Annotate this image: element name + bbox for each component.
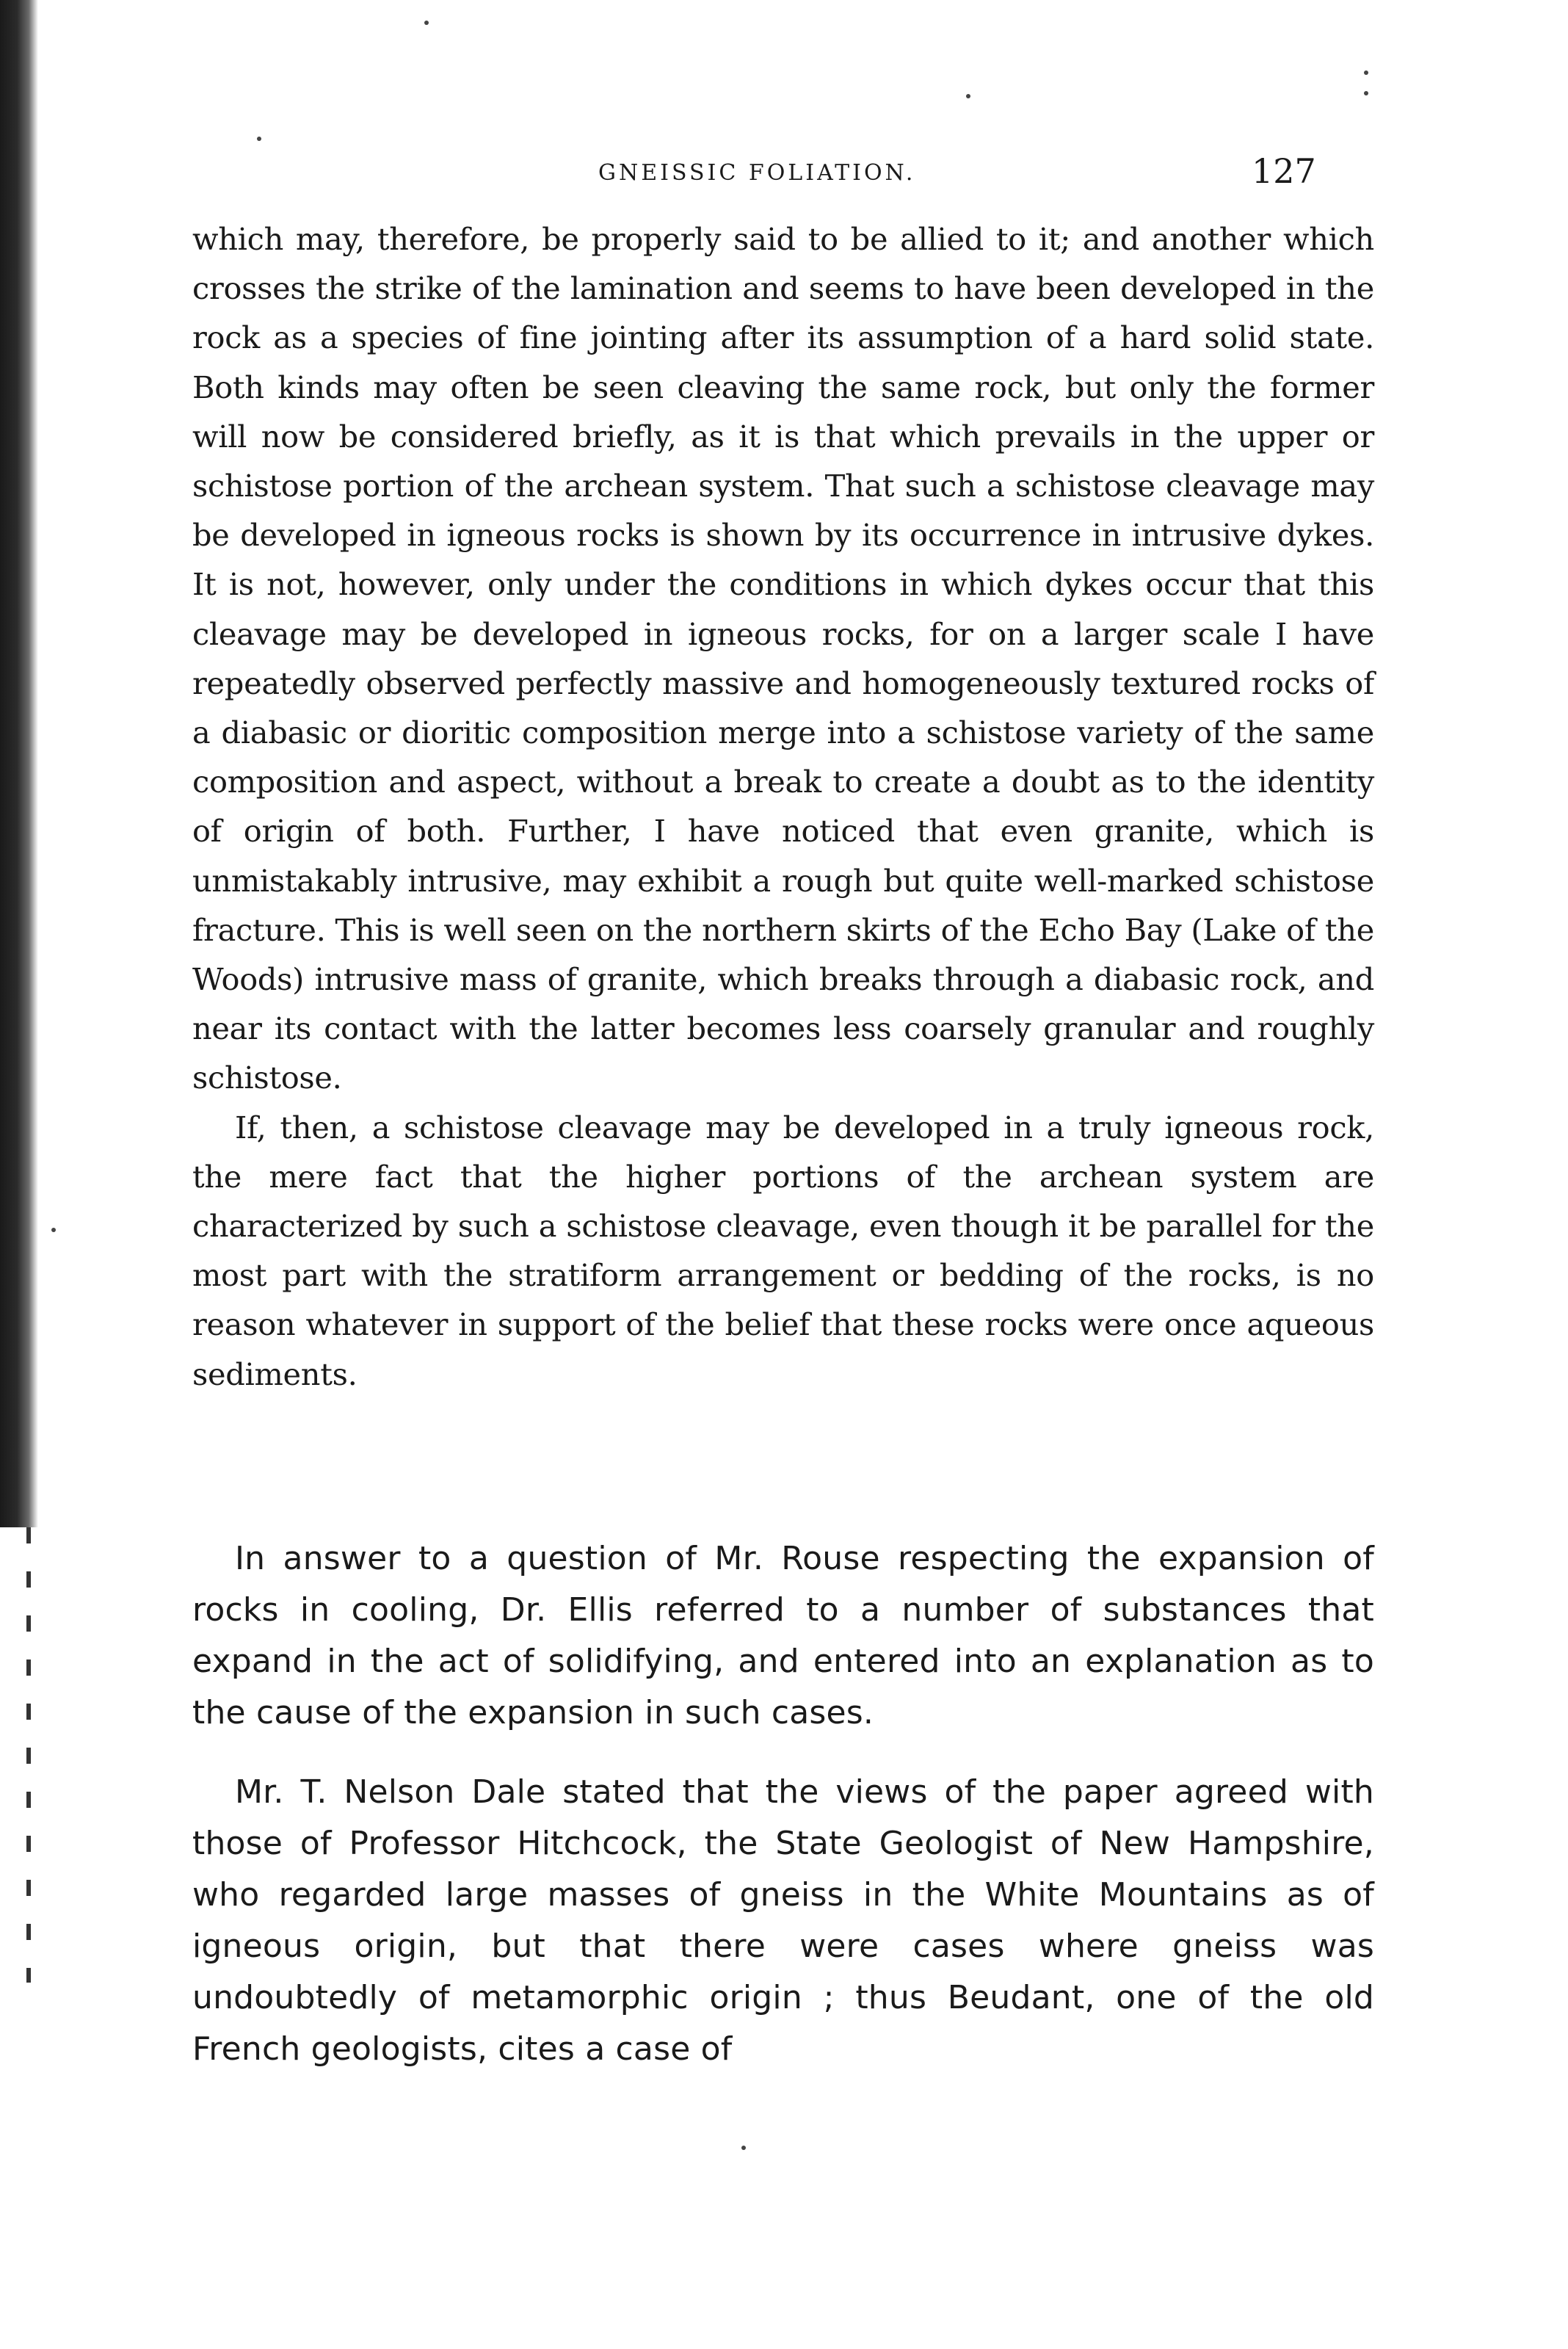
page-number: 127 [1252, 151, 1316, 191]
scan-speck [51, 1228, 56, 1232]
discussion-section [192, 1533, 1374, 2075]
page-header [0, 151, 1568, 206]
running-title: GNEISSIC FOLIATION. [598, 160, 916, 186]
scan-speck [257, 137, 261, 141]
scan-speck [966, 94, 970, 98]
scanned-page-edge [0, 0, 38, 1527]
scan-speck [1364, 91, 1368, 95]
discussion-paragraph: Mr. T. Nelson Dale stated that the views of the paper agreed with those of Professor Hitchcock, the State Geologist of New Hampshire, who regarded large masses of gneiss in the White Mountains as of igneous origin, but that there were cases where gneiss was undoubtedly of metamorphic origin ; thus Beudant, one of the old French geologists, cites a case of [192, 1773, 1374, 2068]
scan-speck [424, 21, 429, 25]
discussion-paragraph: In answer to a question of Mr. Rouse respecting the expansion of rocks in cooling, Dr. Ellis referred to a number of substances that expand in the act of solidifying, and entered into an explanation as to the cause of the expansion in such cases. [192, 1540, 1374, 1731]
scanned-page-edge-tail [26, 1527, 31, 1983]
scan-speck [1364, 70, 1368, 75]
body-paragraph: If, then, a schistose cleavage may be developed in a truly igneous rock, the mere fact that the higher portions of the archean system are characterized by such a schistose cleavage, even though it be parallel for the most part with the stratiform arrangement or bedding of the rocks, is no reason whatever in support of the belief that these rocks were once aqueous sediments. [192, 1109, 1374, 1392]
scan-speck [741, 2146, 746, 2150]
body-paragraph: which may, therefore, be properly said to be allied to it; and another which crosses the strike of the lamination and seems to have been developed in the rock as a species of fine jointing after its assumption of a hard solid state. Both kinds may often be seen cleaving the same rock, but only the former will now be considered briefly, as it is that which prevails in the upper or schistose portion of the archean system. That such a schistose cleavage may be developed in igneous rocks is shown by its occurrence in intrusive dykes. It is not, however, only under the conditions in which dykes occur that this cleavage may be developed in igneous rocks, for on a larger scale I have repeatedly observed perfectly massive and homogeneously textured rocks of a diabasic or dioritic composition merge into a schistose variety of the same composition and aspect, without a break to create a doubt as to the identity of origin of both. Further, I have noticed that even granite, which is unmistakably intrusive, may exhibit a rough but quite well-marked schistose fracture. This is well seen on the northern skirts of the Echo Bay (Lake of the Woods) intrusive mass of granite, which breaks through a diabasic rock, and near its contact with the latter becomes less coarsely granular and roughly schistose. [192, 221, 1374, 1096]
paper-body [192, 214, 1374, 1399]
